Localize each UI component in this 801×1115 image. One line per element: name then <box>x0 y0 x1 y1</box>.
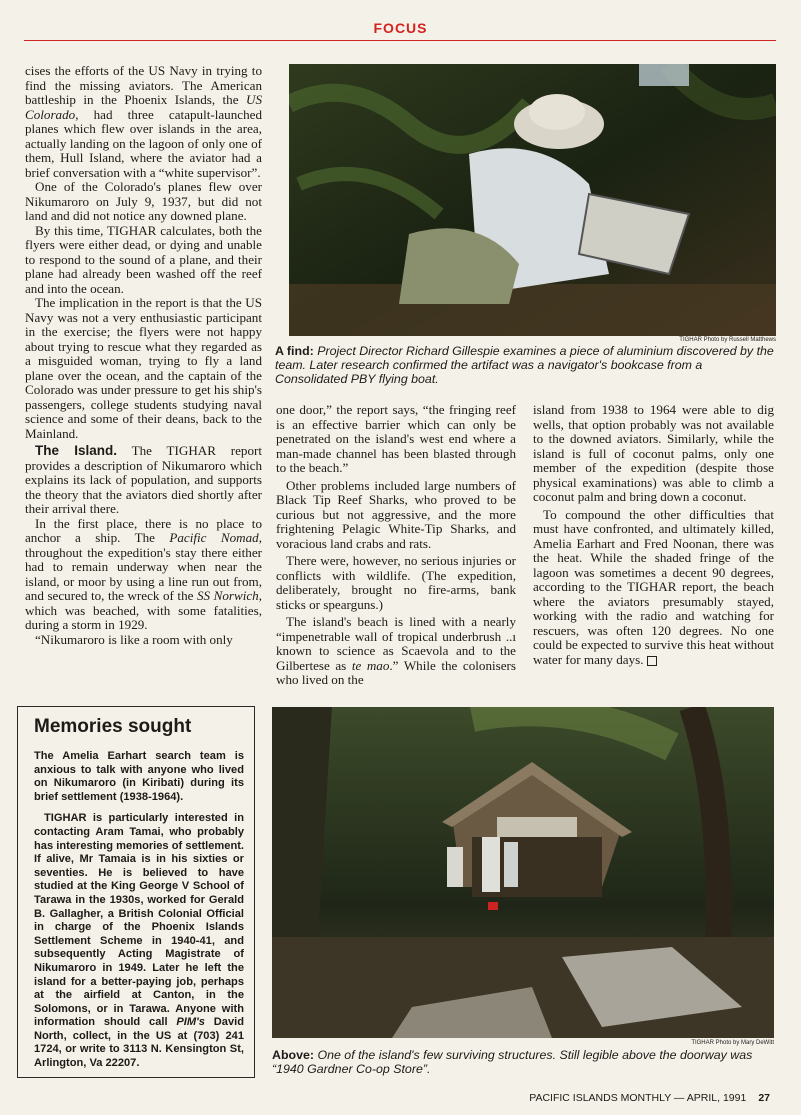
bottom-photo <box>272 707 774 1038</box>
ship-name: Pacific Nomad <box>169 530 259 545</box>
article-column-3 <box>533 403 774 667</box>
term: te mao <box>351 657 390 673</box>
end-of-article-icon <box>647 656 657 666</box>
photo-researcher-examining-aluminium <box>289 64 776 336</box>
paragraph: one door,” the report says, “the fringing reef is an effective barrier which can only be penetrated on the island's west end where a man-made channel has been blasted through to the beach.” <box>276 402 516 475</box>
paragraph: Other problems included large numbers of Black Tip Reef Sharks, who proved to be curious but not aggressive, and the more frightening Pelagic White-Tip Sharks, and voracious land crabs and rats. <box>276 477 516 551</box>
paragraph: The island's beach is lined with a nearly “impenetrable wall of tropical underbrush ..ı known to science as Scaevola and to the Gilbertese as te mao.” While the colonisers who lived on the <box>276 614 516 687</box>
subhead: The Island. <box>35 443 118 458</box>
paragraph: One of the Colorado's planes flew over Nikumaroro on July 9, 1937, but did not land and did not notice any downed plane. <box>25 179 262 223</box>
publication-name: PIM's <box>176 1016 205 1029</box>
article-column-2 <box>276 403 516 688</box>
caption-lead: Above: <box>272 1048 314 1062</box>
article-column-1 <box>25 64 262 647</box>
photo-co-op-store-ruin <box>272 707 774 1038</box>
photo-credit: TIGHAR Photo by Russell Matthews <box>679 337 776 343</box>
ship-name: US Colorado <box>25 92 262 122</box>
top-photo <box>289 64 776 336</box>
box-paragraph: The Amelia Earhart search team is anxious to talk with anyone who lived on Nikumaroro (in Kiribati) during its brief settlement (1938-1964). <box>34 750 244 803</box>
photo-credit: TIGHAR Photo by Mary DeWitt <box>691 1040 774 1046</box>
box-title: Memories sought <box>34 716 192 737</box>
header-rule <box>24 40 776 41</box>
page-footer <box>440 1092 770 1104</box>
publication-info: PACIFIC ISLANDS MONTHLY — APRIL, 1991 <box>529 1092 747 1104</box>
box-paragraph: TIGHAR is particularly interested in contacting Aram Tamai, who probably has interesting memories of settlement. If alive, Mr Tamaia is in his sixties or seventies. He is believed to have studied at the King George V School of Tarawa in the 1930s, worked for Gerald B. Gallagher, a British Colonial Official in charge of the Phoenix Islands Settlement Scheme in 1940-41, and subsequently Acting Magistrate of Nikumaroro in 1949. Later he left the island for a better-paying job, perhaps at the airfield at Canton, in the Solomons, or in Tarawa. Anyone with information should call PIM's David North, collect, in the US at (703) 241 1724, or write to 3113 N. Kensington St, Arlington, Va 22207. <box>34 812 244 1070</box>
top-photo-caption: A find: Project Director Richard Gillespie examines a piece of aluminium discovered by the team. Later research confirmed the artifact was a navigator's bookcase from a Consolidated PBY flying boat. <box>275 344 774 386</box>
ship-name: SS Norwich <box>196 588 259 603</box>
paragraph: island from 1938 to 1964 were able to dig wells, that option probably was not available to the downed aviators. Similarly, while the island is full of coconut palms, only one member of the expedition (despite those physical examinations) was able to climb a coconut palm and bring down a coconut. <box>533 402 774 504</box>
paragraph: The implication in the report is that the US Navy was not a very enthusiastic participant in the exercise; the flyers were not happy about trying to rescue what they regarded as a misguided woman, trying to fly a land plane over the ocean, and the captain of the Colorado was under pressure to get his ship's passengers, college students studying naval science and some of their deans, back to the Mainland. <box>25 295 262 441</box>
paragraph: In the first place, there is no place to anchor a ship. The Pacific Nomad, throughout the expedition's stay there either had to remain underway when near the island, or moor by using a line run out from, and secured to, the wreck of the SS Norwich, which was beached, with some fatalities, during a storm in 1929. <box>25 515 262 632</box>
bottom-photo-caption: Above: One of the island's few surviving structures. Still legible above the doorway was “1940 Gardner Co-op Store”. <box>272 1048 753 1076</box>
paragraph: There were, however, no serious injuries or conflicts with wildlife. (The expedition, deliberately, brought no fire-arms, bank sticks or spearguns.) <box>276 553 516 612</box>
paragraph: cises the efforts of the US Navy in trying to find the missing aviators. The American battleship in the Phoenix Islands, the US Colorado, had three catapult-launched planes which flew over islands in the area, actually landing on the lagoon of only one of them, Hull Island, where the aviator had a brief conversation with a “white supervisor”. <box>25 63 262 180</box>
paragraph: “Nikumaroro is like a room with only <box>35 631 233 647</box>
memories-sought-box <box>17 706 255 1078</box>
paragraph: The Island. The TIGHAR report provides a description of Nikumaroro which explains its lack of population, and supports the theory that the aviators died shortly after their arrival there. <box>25 443 263 516</box>
paragraph: To compound the other difficulties that must have confronted, and ultimately killed, Amelia Earhart and Fred Noonan, there was the heat. While the shaded fringe of the lagoon was sometimes a decent 90 degrees, according to the TIGHAR report, the beach where the aviators presumably stayed, working with the radio and watching for rescuers, was often 120 degrees. No one could be expected to survive this heat without water for many days. <box>533 506 774 667</box>
page-number: 27 <box>758 1092 770 1104</box>
paragraph: By this time, TIGHAR calculates, both the flyers were either dead, or dying and unable to respond to the sound of a plane, and their plane had already been washed off the reef and into the ocean. <box>25 222 262 296</box>
section-label: FOCUS <box>373 20 428 36</box>
caption-lead: A find: <box>275 344 314 358</box>
